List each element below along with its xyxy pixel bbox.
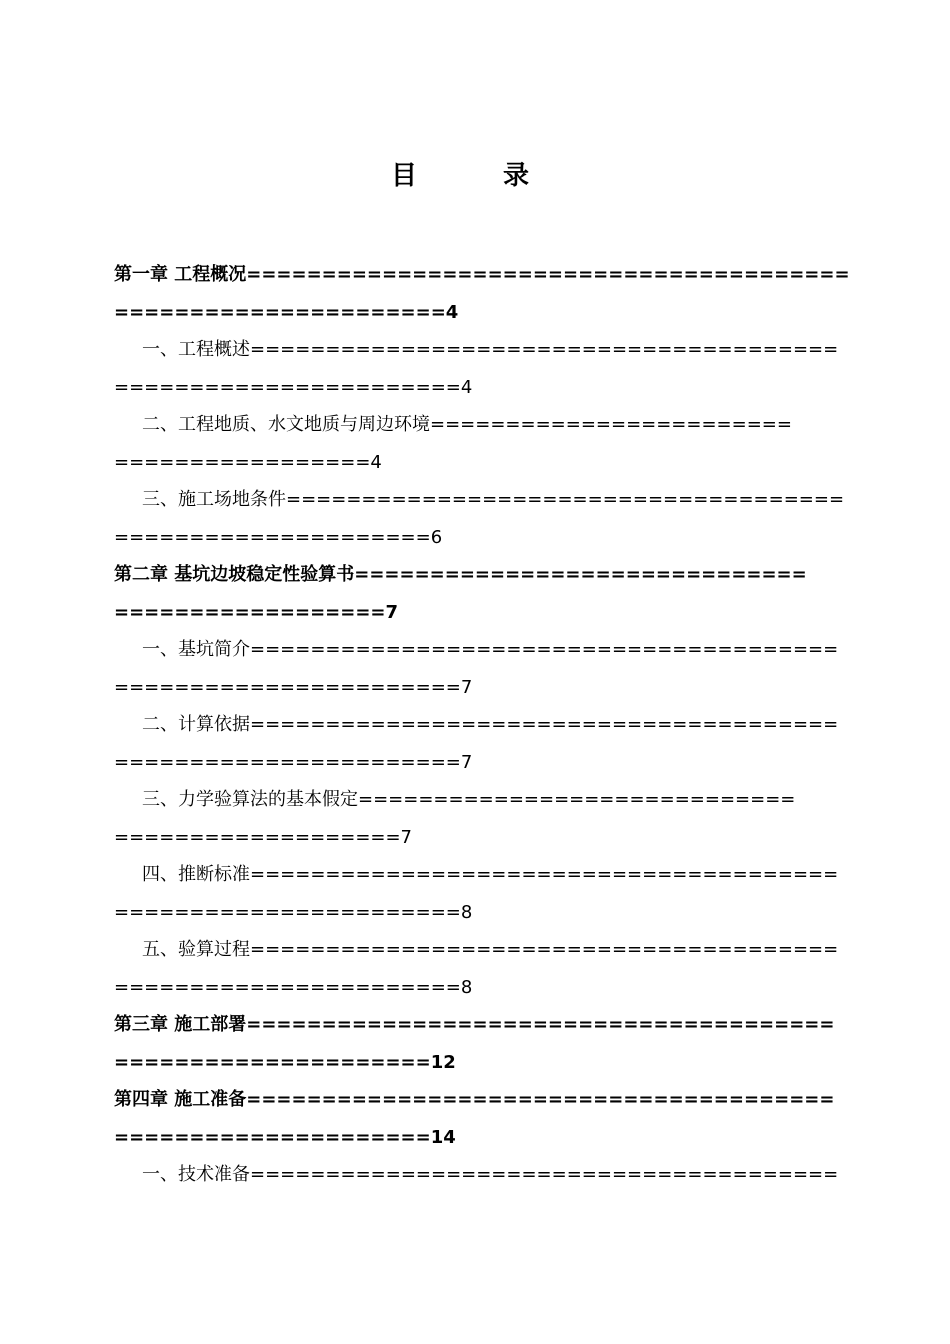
toc-entry-line: 四、推断标准=======================================	[142, 864, 839, 885]
toc-entry-section[interactable]	[114, 781, 858, 856]
toc-entry-line: 五、验算过程=======================================	[142, 939, 839, 960]
toc-entry-line: 一、基坑简介=======================================	[142, 639, 839, 660]
toc-entry-line-page: =====================12	[114, 1051, 456, 1073]
table-of-contents	[114, 256, 858, 1194]
toc-entry-line-page: =======================7	[114, 676, 473, 698]
toc-entry-line-page: =======================8	[114, 901, 473, 923]
toc-entry-line-page: ===================7	[114, 826, 413, 848]
page-title: 目 录	[390, 161, 559, 191]
toc-entry-line-page: ==================7	[114, 601, 399, 623]
toc-entry-line-page: ======================4	[114, 301, 459, 323]
toc-entry-line-page: =======================7	[114, 751, 473, 773]
toc-entry-line: 第二章 基坑边坡稳定性验算书==============================	[114, 564, 807, 585]
toc-entry-section[interactable]	[114, 331, 858, 406]
toc-entry-line: 三、力学验算法的基本假定=============================	[142, 789, 796, 810]
toc-entry-line-page: =====================14	[114, 1126, 456, 1148]
toc-entry-section[interactable]	[114, 931, 858, 1006]
toc-entry-section[interactable]	[114, 481, 858, 556]
toc-entry-line: 第三章 施工部署=======================================	[114, 1014, 835, 1035]
toc-entry-line-page: =======================4	[114, 376, 473, 398]
toc-entry-line-page: =====================6	[114, 526, 443, 548]
toc-entry-line: 二、工程地质、水文地质与周边环境========================	[142, 414, 792, 435]
toc-entry-line: 第一章 工程概况========================================	[114, 264, 850, 285]
toc-entry-line: 二、计算依据=======================================	[142, 714, 839, 735]
toc-entry-section[interactable]	[114, 631, 858, 706]
toc-entry-section[interactable]	[114, 406, 858, 481]
toc-entry-section[interactable]	[114, 706, 858, 781]
toc-entry-chapter-1[interactable]	[114, 256, 858, 331]
toc-entry-line: 第四章 施工准备=======================================	[114, 1089, 835, 1110]
toc-entry-chapter-2[interactable]	[114, 556, 858, 631]
toc-entry-section[interactable]	[114, 1156, 858, 1194]
toc-entry-line: 一、技术准备=======================================	[142, 1164, 839, 1185]
toc-entry-line: 三、施工场地条件=====================================	[142, 489, 845, 510]
toc-entry-chapter-3[interactable]	[114, 1006, 858, 1081]
toc-entry-line-page: =================4	[114, 451, 382, 473]
toc-entry-section[interactable]	[114, 856, 858, 931]
toc-entry-line: 一、工程概述=======================================	[142, 339, 839, 360]
toc-entry-line-page: =======================8	[114, 976, 473, 998]
toc-entry-chapter-4[interactable]	[114, 1081, 858, 1156]
